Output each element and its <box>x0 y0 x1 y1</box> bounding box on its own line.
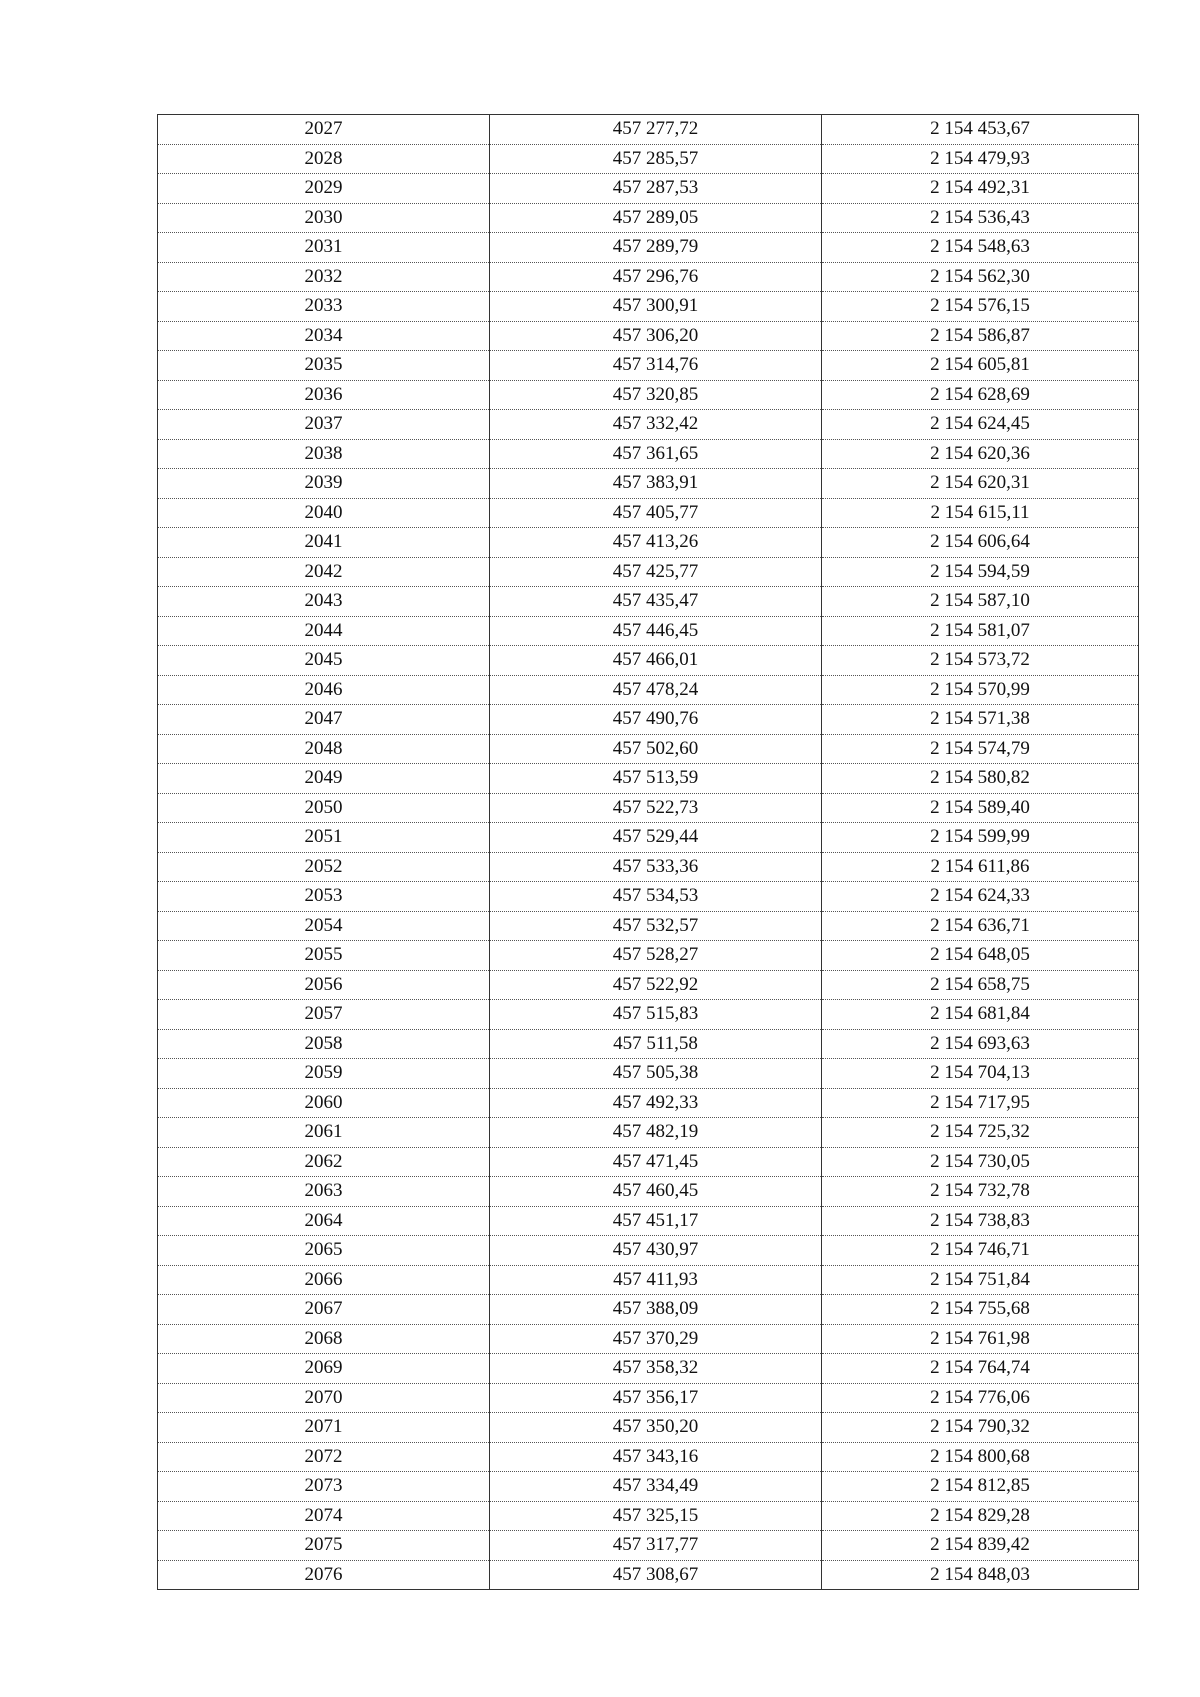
x-coordinate-cell: 457 356,17 <box>490 1383 822 1413</box>
x-coordinate-cell: 457 478,24 <box>490 675 822 705</box>
table-row <box>158 557 1139 587</box>
y-coordinate-cell: 2 154 730,05 <box>822 1147 1139 1177</box>
point-number-cell: 2039 <box>158 469 490 499</box>
point-number-cell: 2035 <box>158 351 490 381</box>
y-coordinate-cell: 2 154 725,32 <box>822 1118 1139 1148</box>
x-coordinate-cell: 457 529,44 <box>490 823 822 853</box>
y-coordinate-cell: 2 154 620,36 <box>822 439 1139 469</box>
x-coordinate-cell: 457 320,85 <box>490 380 822 410</box>
x-coordinate-cell: 457 515,83 <box>490 1000 822 1030</box>
table-row <box>158 262 1139 292</box>
table-row <box>158 528 1139 558</box>
y-coordinate-cell: 2 154 574,79 <box>822 734 1139 764</box>
point-number-cell: 2038 <box>158 439 490 469</box>
x-coordinate-cell: 457 350,20 <box>490 1413 822 1443</box>
point-number-cell: 2034 <box>158 321 490 351</box>
coordinates-table-body <box>158 115 1139 1590</box>
table-row <box>158 1413 1139 1443</box>
x-coordinate-cell: 457 460,45 <box>490 1177 822 1207</box>
table-row <box>158 1206 1139 1236</box>
y-coordinate-cell: 2 154 636,71 <box>822 911 1139 941</box>
point-number-cell: 2036 <box>158 380 490 410</box>
table-row <box>158 469 1139 499</box>
y-coordinate-cell: 2 154 624,33 <box>822 882 1139 912</box>
x-coordinate-cell: 457 411,93 <box>490 1265 822 1295</box>
point-number-cell: 2058 <box>158 1029 490 1059</box>
point-number-cell: 2068 <box>158 1324 490 1354</box>
y-coordinate-cell: 2 154 587,10 <box>822 587 1139 617</box>
table-row <box>158 439 1139 469</box>
x-coordinate-cell: 457 534,53 <box>490 882 822 912</box>
point-number-cell: 2073 <box>158 1472 490 1502</box>
y-coordinate-cell: 2 154 761,98 <box>822 1324 1139 1354</box>
y-coordinate-cell: 2 154 562,30 <box>822 262 1139 292</box>
y-coordinate-cell: 2 154 624,45 <box>822 410 1139 440</box>
point-number-cell: 2074 <box>158 1501 490 1531</box>
x-coordinate-cell: 457 361,65 <box>490 439 822 469</box>
y-coordinate-cell: 2 154 605,81 <box>822 351 1139 381</box>
point-number-cell: 2028 <box>158 144 490 174</box>
y-coordinate-cell: 2 154 751,84 <box>822 1265 1139 1295</box>
table-row <box>158 793 1139 823</box>
point-number-cell: 2047 <box>158 705 490 735</box>
table-row <box>158 203 1139 233</box>
y-coordinate-cell: 2 154 620,31 <box>822 469 1139 499</box>
table-row <box>158 1295 1139 1325</box>
table-row <box>158 1383 1139 1413</box>
y-coordinate-cell: 2 154 776,06 <box>822 1383 1139 1413</box>
point-number-cell: 2050 <box>158 793 490 823</box>
x-coordinate-cell: 457 502,60 <box>490 734 822 764</box>
point-number-cell: 2055 <box>158 941 490 971</box>
point-number-cell: 2066 <box>158 1265 490 1295</box>
y-coordinate-cell: 2 154 704,13 <box>822 1059 1139 1089</box>
y-coordinate-cell: 2 154 717,95 <box>822 1088 1139 1118</box>
table-row <box>158 1000 1139 1030</box>
x-coordinate-cell: 457 471,45 <box>490 1147 822 1177</box>
x-coordinate-cell: 457 300,91 <box>490 292 822 322</box>
y-coordinate-cell: 2 154 790,32 <box>822 1413 1139 1443</box>
point-number-cell: 2067 <box>158 1295 490 1325</box>
table-row <box>158 941 1139 971</box>
table-row <box>158 823 1139 853</box>
y-coordinate-cell: 2 154 738,83 <box>822 1206 1139 1236</box>
x-coordinate-cell: 457 405,77 <box>490 498 822 528</box>
x-coordinate-cell: 457 277,72 <box>490 115 822 145</box>
table-row <box>158 1177 1139 1207</box>
x-coordinate-cell: 457 505,38 <box>490 1059 822 1089</box>
point-number-cell: 2030 <box>158 203 490 233</box>
y-coordinate-cell: 2 154 746,71 <box>822 1236 1139 1266</box>
y-coordinate-cell: 2 154 548,63 <box>822 233 1139 263</box>
x-coordinate-cell: 457 334,49 <box>490 1472 822 1502</box>
y-coordinate-cell: 2 154 589,40 <box>822 793 1139 823</box>
table-row <box>158 1029 1139 1059</box>
table-row <box>158 410 1139 440</box>
y-coordinate-cell: 2 154 570,99 <box>822 675 1139 705</box>
x-coordinate-cell: 457 425,77 <box>490 557 822 587</box>
y-coordinate-cell: 2 154 571,38 <box>822 705 1139 735</box>
table-row <box>158 1560 1139 1590</box>
point-number-cell: 2033 <box>158 292 490 322</box>
table-row <box>158 1236 1139 1266</box>
table-row <box>158 616 1139 646</box>
y-coordinate-cell: 2 154 812,85 <box>822 1472 1139 1502</box>
y-coordinate-cell: 2 154 611,86 <box>822 852 1139 882</box>
table-row <box>158 292 1139 322</box>
table-row <box>158 1442 1139 1472</box>
table-row <box>158 233 1139 263</box>
x-coordinate-cell: 457 466,01 <box>490 646 822 676</box>
point-number-cell: 2027 <box>158 115 490 145</box>
point-number-cell: 2041 <box>158 528 490 558</box>
point-number-cell: 2051 <box>158 823 490 853</box>
x-coordinate-cell: 457 513,59 <box>490 764 822 794</box>
table-row <box>158 380 1139 410</box>
point-number-cell: 2031 <box>158 233 490 263</box>
point-number-cell: 2060 <box>158 1088 490 1118</box>
x-coordinate-cell: 457 308,67 <box>490 1560 822 1590</box>
x-coordinate-cell: 457 383,91 <box>490 469 822 499</box>
y-coordinate-cell: 2 154 681,84 <box>822 1000 1139 1030</box>
x-coordinate-cell: 457 413,26 <box>490 528 822 558</box>
x-coordinate-cell: 457 435,47 <box>490 587 822 617</box>
point-number-cell: 2037 <box>158 410 490 440</box>
x-coordinate-cell: 457 317,77 <box>490 1531 822 1561</box>
x-coordinate-cell: 457 343,16 <box>490 1442 822 1472</box>
x-coordinate-cell: 457 314,76 <box>490 351 822 381</box>
table-row <box>158 174 1139 204</box>
table-row <box>158 587 1139 617</box>
y-coordinate-cell: 2 154 839,42 <box>822 1531 1139 1561</box>
x-coordinate-cell: 457 325,15 <box>490 1501 822 1531</box>
point-number-cell: 2069 <box>158 1354 490 1384</box>
point-number-cell: 2046 <box>158 675 490 705</box>
point-number-cell: 2070 <box>158 1383 490 1413</box>
table-row <box>158 1147 1139 1177</box>
x-coordinate-cell: 457 492,33 <box>490 1088 822 1118</box>
point-number-cell: 2059 <box>158 1059 490 1089</box>
x-coordinate-cell: 457 306,20 <box>490 321 822 351</box>
point-number-cell: 2075 <box>158 1531 490 1561</box>
x-coordinate-cell: 457 522,92 <box>490 970 822 1000</box>
x-coordinate-cell: 457 287,53 <box>490 174 822 204</box>
x-coordinate-cell: 457 388,09 <box>490 1295 822 1325</box>
x-coordinate-cell: 457 490,76 <box>490 705 822 735</box>
table-row <box>158 115 1139 145</box>
y-coordinate-cell: 2 154 800,68 <box>822 1442 1139 1472</box>
table-row <box>158 351 1139 381</box>
table-row <box>158 498 1139 528</box>
point-number-cell: 2064 <box>158 1206 490 1236</box>
x-coordinate-cell: 457 522,73 <box>490 793 822 823</box>
y-coordinate-cell: 2 154 829,28 <box>822 1501 1139 1531</box>
point-number-cell: 2048 <box>158 734 490 764</box>
point-number-cell: 2071 <box>158 1413 490 1443</box>
y-coordinate-cell: 2 154 573,72 <box>822 646 1139 676</box>
y-coordinate-cell: 2 154 606,64 <box>822 528 1139 558</box>
x-coordinate-cell: 457 296,76 <box>490 262 822 292</box>
point-number-cell: 2076 <box>158 1560 490 1590</box>
y-coordinate-cell: 2 154 755,68 <box>822 1295 1139 1325</box>
y-coordinate-cell: 2 154 693,63 <box>822 1029 1139 1059</box>
table-row <box>158 646 1139 676</box>
x-coordinate-cell: 457 370,29 <box>490 1324 822 1354</box>
point-number-cell: 2032 <box>158 262 490 292</box>
point-number-cell: 2053 <box>158 882 490 912</box>
table-row <box>158 1531 1139 1561</box>
point-number-cell: 2044 <box>158 616 490 646</box>
table-row <box>158 970 1139 1000</box>
x-coordinate-cell: 457 482,19 <box>490 1118 822 1148</box>
table-row <box>158 734 1139 764</box>
x-coordinate-cell: 457 532,57 <box>490 911 822 941</box>
table-row <box>158 764 1139 794</box>
point-number-cell: 2052 <box>158 852 490 882</box>
table-row <box>158 144 1139 174</box>
table-row <box>158 675 1139 705</box>
y-coordinate-cell: 2 154 576,15 <box>822 292 1139 322</box>
y-coordinate-cell: 2 154 848,03 <box>822 1560 1139 1590</box>
point-number-cell: 2062 <box>158 1147 490 1177</box>
x-coordinate-cell: 457 332,42 <box>490 410 822 440</box>
point-number-cell: 2065 <box>158 1236 490 1266</box>
table-row <box>158 852 1139 882</box>
table-row <box>158 1354 1139 1384</box>
x-coordinate-cell: 457 446,45 <box>490 616 822 646</box>
x-coordinate-cell: 457 451,17 <box>490 1206 822 1236</box>
table-row <box>158 911 1139 941</box>
table-row <box>158 321 1139 351</box>
x-coordinate-cell: 457 358,32 <box>490 1354 822 1384</box>
point-number-cell: 2072 <box>158 1442 490 1472</box>
coordinates-table <box>157 114 1139 1590</box>
table-row <box>158 1088 1139 1118</box>
x-coordinate-cell: 457 289,79 <box>490 233 822 263</box>
y-coordinate-cell: 2 154 536,43 <box>822 203 1139 233</box>
y-coordinate-cell: 2 154 594,59 <box>822 557 1139 587</box>
point-number-cell: 2049 <box>158 764 490 794</box>
table-row <box>158 1501 1139 1531</box>
y-coordinate-cell: 2 154 586,87 <box>822 321 1139 351</box>
y-coordinate-cell: 2 154 658,75 <box>822 970 1139 1000</box>
point-number-cell: 2063 <box>158 1177 490 1207</box>
y-coordinate-cell: 2 154 628,69 <box>822 380 1139 410</box>
y-coordinate-cell: 2 154 453,67 <box>822 115 1139 145</box>
point-number-cell: 2056 <box>158 970 490 1000</box>
table-row <box>158 1472 1139 1502</box>
table-row <box>158 1324 1139 1354</box>
y-coordinate-cell: 2 154 599,99 <box>822 823 1139 853</box>
table-row <box>158 882 1139 912</box>
y-coordinate-cell: 2 154 732,78 <box>822 1177 1139 1207</box>
table-row <box>158 1118 1139 1148</box>
point-number-cell: 2061 <box>158 1118 490 1148</box>
y-coordinate-cell: 2 154 580,82 <box>822 764 1139 794</box>
table-row <box>158 1059 1139 1089</box>
table-row <box>158 1265 1139 1295</box>
y-coordinate-cell: 2 154 648,05 <box>822 941 1139 971</box>
point-number-cell: 2043 <box>158 587 490 617</box>
y-coordinate-cell: 2 154 581,07 <box>822 616 1139 646</box>
table-row <box>158 705 1139 735</box>
x-coordinate-cell: 457 289,05 <box>490 203 822 233</box>
point-number-cell: 2029 <box>158 174 490 204</box>
point-number-cell: 2054 <box>158 911 490 941</box>
y-coordinate-cell: 2 154 764,74 <box>822 1354 1139 1384</box>
y-coordinate-cell: 2 154 492,31 <box>822 174 1139 204</box>
point-number-cell: 2057 <box>158 1000 490 1030</box>
x-coordinate-cell: 457 285,57 <box>490 144 822 174</box>
x-coordinate-cell: 457 533,36 <box>490 852 822 882</box>
y-coordinate-cell: 2 154 479,93 <box>822 144 1139 174</box>
x-coordinate-cell: 457 430,97 <box>490 1236 822 1266</box>
point-number-cell: 2045 <box>158 646 490 676</box>
x-coordinate-cell: 457 528,27 <box>490 941 822 971</box>
x-coordinate-cell: 457 511,58 <box>490 1029 822 1059</box>
y-coordinate-cell: 2 154 615,11 <box>822 498 1139 528</box>
point-number-cell: 2042 <box>158 557 490 587</box>
point-number-cell: 2040 <box>158 498 490 528</box>
